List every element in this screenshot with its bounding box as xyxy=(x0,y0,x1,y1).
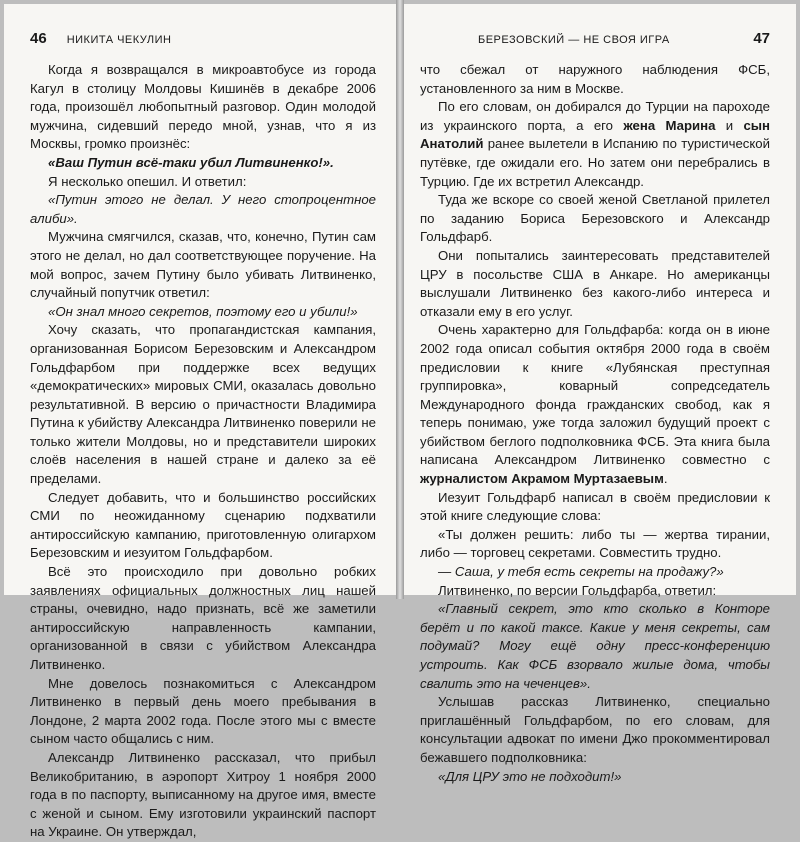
right-page xyxy=(404,4,796,784)
paragraph: Они попытались заинтересовать представителей ЦРУ в посольстве США в Анкаре. Но американцы выслушали Литвиненко без какого-либо интереса и отказали ему в его услуг. xyxy=(420,247,770,319)
paragraph-quote: «Он знал много секретов, поэтому его и убили!» xyxy=(48,303,358,319)
paragraph-quote: «Для ЦРУ это не подходит!» xyxy=(438,768,622,784)
paragraph xyxy=(420,98,770,191)
right-running-title: БЕРЕЗОВСКИЙ — НЕ СВОЯ ИГРА xyxy=(478,34,670,46)
paragraph: Александр Литвиненко рассказал, что прибыл Великобританию, в аэропорт Хитроу 1 ноября 2000 года в по паспорту, выписанному на другое имя, вместе с женой и сыном. Ему изготовили украинский паспорт на Украине. Он утверждал, xyxy=(30,749,376,840)
paragraph: Литвиненко, по версии Гольдфарба, ответил: xyxy=(438,582,717,598)
bold-span: жена Марина xyxy=(623,117,716,133)
text-span: Очень характерно для Гольдфарба: когда он в июне 2002 года описал события октября 2000 года в своём предисловии к книге «Лубянская преступная группировка», коварный сопредседатель Международного фонда гражданских свобод, как я теперь понимаю, уже тогда заложил будущий проект с убийством беглого подполковника ФСБ. Эта книга была написана Александром Литвиненко совместно с xyxy=(420,322,770,468)
left-page-number: 46 xyxy=(30,30,47,47)
text-span: . xyxy=(663,471,668,487)
right-page-number: 47 xyxy=(753,30,770,47)
paragraph: Всё это происходило при довольно робких заявлениях официальных должностных лиц нашей страны, очевидно, надо признать, всё же заметили антироссийскую направленность кампании, организованной в связи с убийством Александра Литвиненко. xyxy=(30,564,376,672)
paragraph-quote-bold: «Ваш Путин всё-таки убил Литвиненко!». xyxy=(48,154,334,170)
paragraph: Следует добавить, что и большинство российских СМИ по неожиданному сценарию подхватили антироссийскую кампанию, приготовленную олигархом Березовским и иезуитом Гольдфарбом. xyxy=(30,489,376,561)
text-span: и xyxy=(715,117,744,133)
paragraph: Мне довелось познакомиться с Александром Литвиненко в первый день моего пребывания в Лондоне, 2 марта 2002 года. После этого мы с вместе сыном часто общались с ним. xyxy=(30,675,376,747)
paragraph: что сбежал от наружного наблюдения ФСБ, установленного за ним в Москве. xyxy=(420,62,770,96)
paragraph: Иезуит Гольдфарб написал в своём предисловии к этой книге следующие слова: xyxy=(420,489,770,524)
paragraph: Я несколько опешил. И ответил: xyxy=(48,173,247,189)
paragraph-quote: «Главный секрет, это кто сколько в Конторе берёт и по какой таксе. Какие у меня секреты, сам подумай? Могу ещё одну пресс-конференцию устроить. Как ФСБ взорвало жилые дома, чтобы свалить это на чеченцев». xyxy=(420,601,770,691)
paragraph-quote: — Саша, у тебя есть секреты на продажу?» xyxy=(438,564,724,580)
paragraph: Хочу сказать, что пропагандистская кампания, организованная Борисом Березовским и Александром Гольдфарбом при поддержке всех ведущих «демократических» мировых СМИ, оказалась довольно результативной. В версию о причастности Владимира Путина к убийству Александра Литвиненко поверили не только жители Молдовы, но и представители широких слоёв населения в нашей стране и далеко за её пределами. xyxy=(30,322,376,487)
bold-span: сын Анатолий xyxy=(420,117,770,152)
bold-span: журналистом Акрамом Муртазаевым xyxy=(420,471,664,487)
paragraph: Туда же вскоре со своей женой Светланой прилетел по заданию Бориса Березовского и Александр Гольдфарб. xyxy=(420,192,770,245)
paragraph-quote: «Путин этого не делал. У него стопроцентное алиби». xyxy=(30,192,376,226)
paragraph: Когда я возвращался в микроавтобусе из города Кагул в столицу Молдовы Кишинёв в декабре 2006 года, произошёл любопытный разговор. Один молодой мужчина, сидевший передо мной, узнав, что я из Москвы, громко произнёс: xyxy=(30,62,376,152)
text-span: ранее вылетели в Испанию по туристической путёвке, где ожидали его. Но затем они перебрались в Турцию. Где их встретил Александр. xyxy=(420,136,770,189)
book-gutter xyxy=(396,0,404,599)
left-running-title: НИКИТА ЧЕКУЛИН xyxy=(66,34,172,46)
paragraph: Услышав рассказ Литвиненко, специально приглашённый Гольдфарбом, по его словам, для консультации адвокат по имени Джо прокомментировал бежавшего подполковника: xyxy=(420,694,770,765)
left-running-head xyxy=(30,30,376,47)
paragraph xyxy=(420,321,770,488)
paragraph: Мужчина смягчился, сказав, что, конечно, Путин сам этого не делал, но дал соответствующее поручение. На мой вопрос, зачем Путину было убивать Литвиненко, случайный попутчик ответил: xyxy=(30,229,376,301)
right-running-head xyxy=(420,30,770,47)
paragraph-quote: «Ты должен решить: либо ты — жертва тирании, либо — торговец секретами. Совместить трудно. xyxy=(420,526,770,561)
text-span: По его словам, он добирался до Турции на пароходе из украинского порта, а его xyxy=(420,99,770,133)
left-page xyxy=(4,4,396,840)
